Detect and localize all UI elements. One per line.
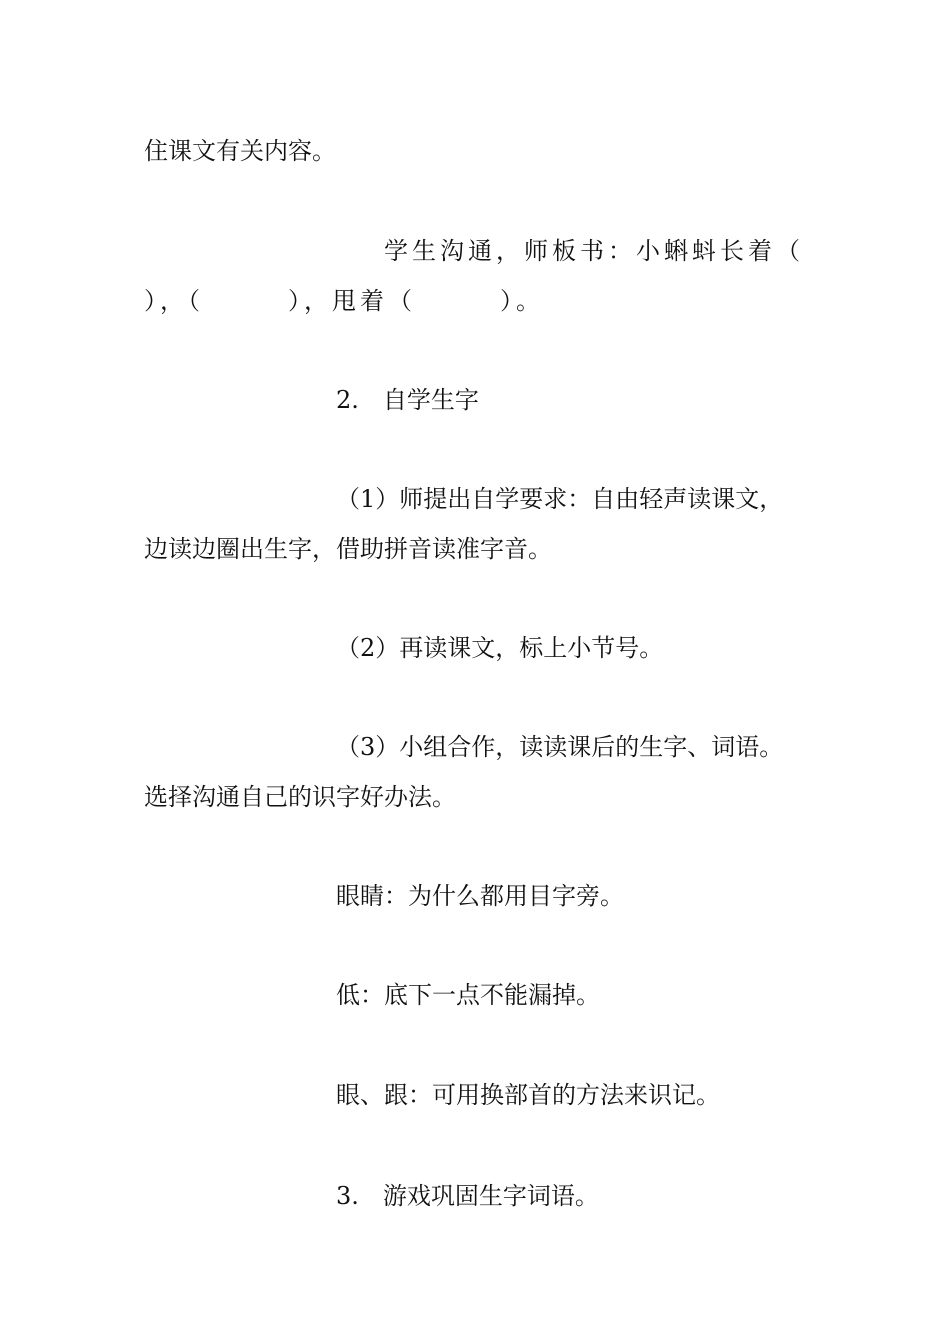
section-heading-2: 2. 自学生字 [336,386,479,414]
step-2-line: （2）再读课文，标上小节号。 [336,634,664,662]
step-3-line-2: 选择沟通自己的识字好办法。 [144,783,456,811]
step-1-line-1: （1）师提出自学要求：自由轻声读课文， [336,485,784,513]
paragraph-continuation: 住课文有关内容。 [144,137,336,165]
character-note-eyes: 眼睛：为什么都用目字旁。 [336,882,624,910]
section-heading-3: 3. 游戏巩固生字词语。 [336,1182,599,1210]
character-note-low: 低：底下一点不能漏掉。 [336,981,600,1009]
board-writing-line-2: ），（ ），甩着（ ）。 [144,287,544,315]
step-3-line-1: （3）小组合作，读读课后的生字、词语。 [336,733,784,761]
character-note-radical: 眼、跟：可用换部首的方法来识记。 [336,1081,720,1109]
board-writing-line-1: 学生沟通，师板书：小蝌蚪长着（ [384,237,804,265]
step-1-line-2: 边读边圈出生字，借助拼音读准字音。 [144,535,552,563]
